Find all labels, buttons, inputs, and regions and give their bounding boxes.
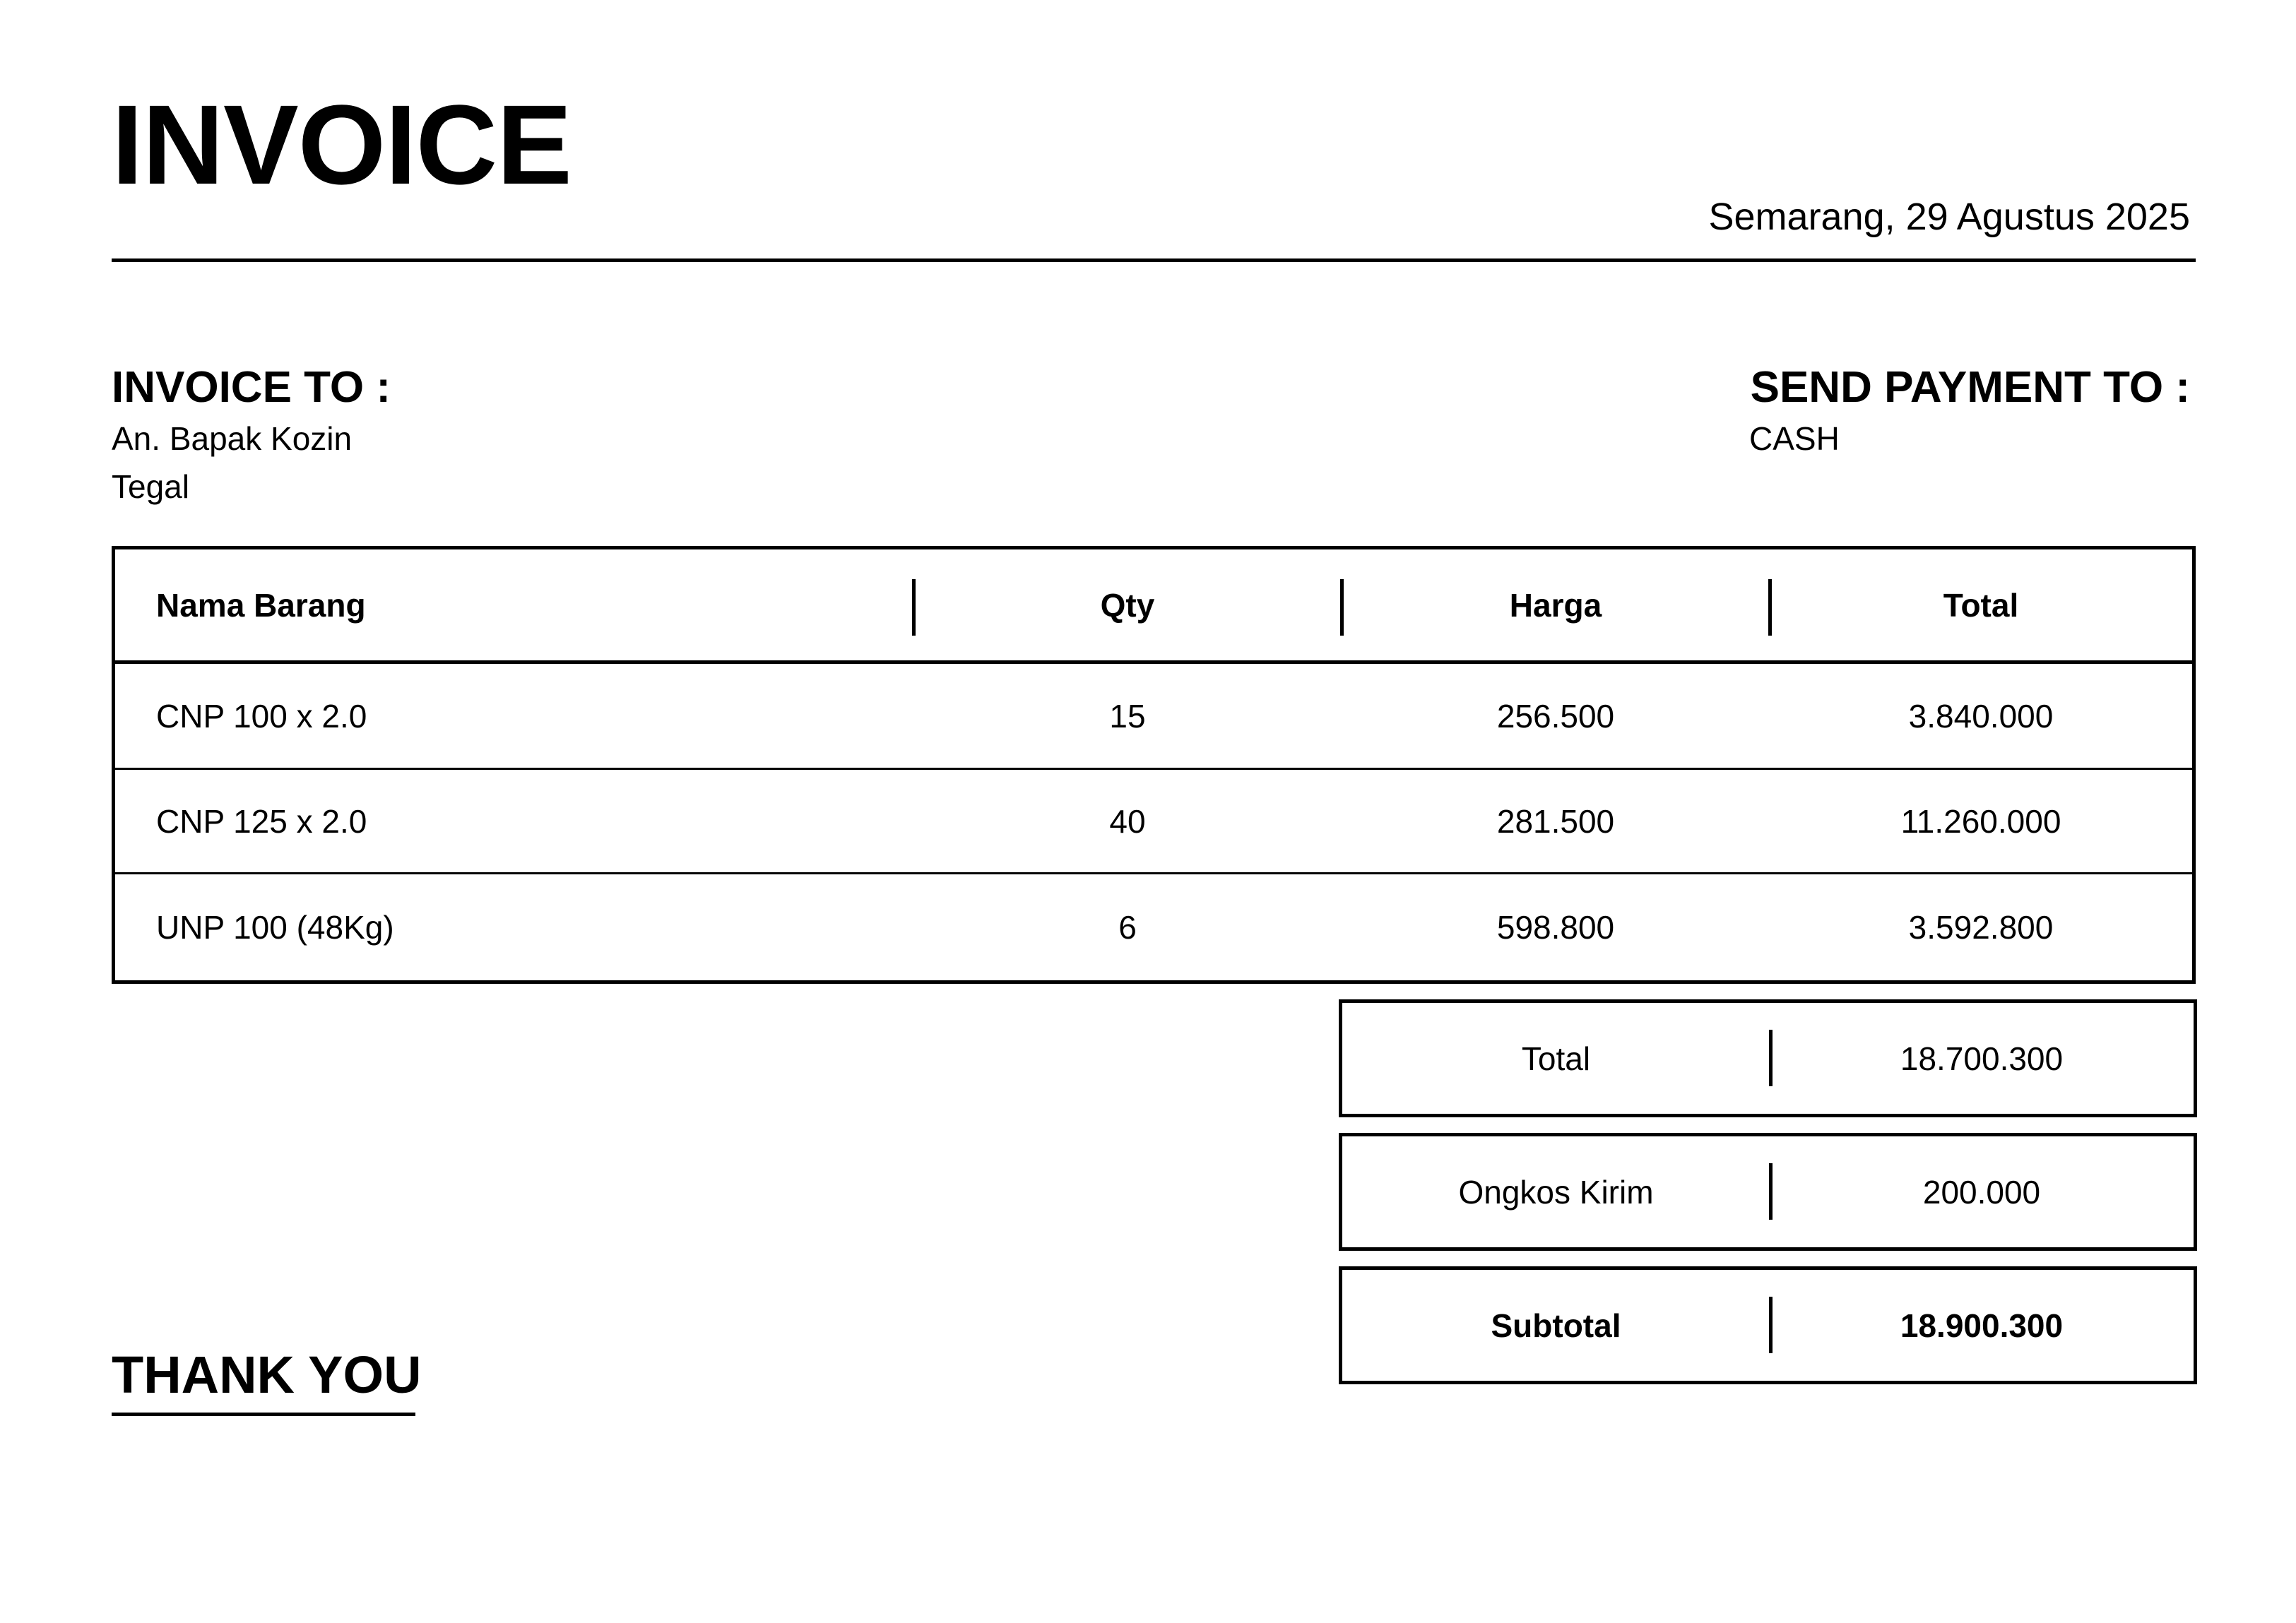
items-table: [112, 546, 2196, 984]
summary-subtotal-box: [1339, 1266, 2197, 1384]
table-header-row: [115, 549, 2192, 664]
summary-total-box: [1339, 999, 2197, 1117]
summary-subtotal-value: 18.900.300: [1900, 1307, 2064, 1344]
payment-method: CASH: [1749, 420, 1840, 457]
header-divider: [112, 258, 2196, 262]
invoice-to-city: Tegal: [112, 468, 189, 505]
column-header-total: Total: [1943, 586, 2019, 624]
summary-shipping-label: Ongkos Kirim: [1458, 1173, 1654, 1211]
item-total: 3.840.000: [1908, 697, 2054, 735]
column-header-qty: Qty: [1100, 586, 1155, 624]
summary-shipping-box: [1339, 1133, 2197, 1251]
header-separator: [1768, 579, 1772, 636]
summary-total-value: 18.700.300: [1900, 1040, 2064, 1077]
item-name: UNP 100 (48Kg): [156, 909, 394, 946]
summary-total-label: Total: [1521, 1040, 1591, 1077]
item-name: CNP 100 x 2.0: [156, 697, 367, 735]
table-row: [115, 664, 2192, 770]
item-name: CNP 125 x 2.0: [156, 802, 367, 840]
item-total: 11.260.000: [1900, 802, 2061, 840]
send-payment-heading: SEND PAYMENT TO :: [1750, 363, 2190, 412]
item-qty: 15: [1109, 697, 1146, 735]
item-price: 281.500: [1496, 802, 1615, 840]
table-row: [115, 874, 2192, 980]
item-qty: 40: [1109, 802, 1146, 840]
item-total: 3.592.800: [1908, 909, 2054, 946]
table-row: [115, 770, 2192, 874]
item-qty: 6: [1118, 909, 1137, 946]
header-separator: [912, 579, 916, 636]
invoice-to-heading: INVOICE TO :: [112, 363, 391, 412]
column-header-harga: Harga: [1509, 586, 1602, 624]
summary-shipping-value: 200.000: [1922, 1173, 2041, 1211]
header-separator: [1340, 579, 1344, 636]
thank-you-underline: [112, 1413, 415, 1416]
invoice-to-name: An. Bapak Kozin: [112, 420, 353, 457]
summary-subtotal-label: Subtotal: [1491, 1307, 1621, 1344]
column-header-nama-barang: Nama Barang: [156, 586, 366, 624]
invoice-title: INVOICE: [112, 81, 572, 208]
item-price: 256.500: [1496, 697, 1615, 735]
invoice-date: Semarang, 29 Agustus 2025: [1708, 196, 2190, 238]
thank-you-text: THANK YOU: [112, 1345, 422, 1404]
item-price: 598.800: [1496, 909, 1615, 946]
